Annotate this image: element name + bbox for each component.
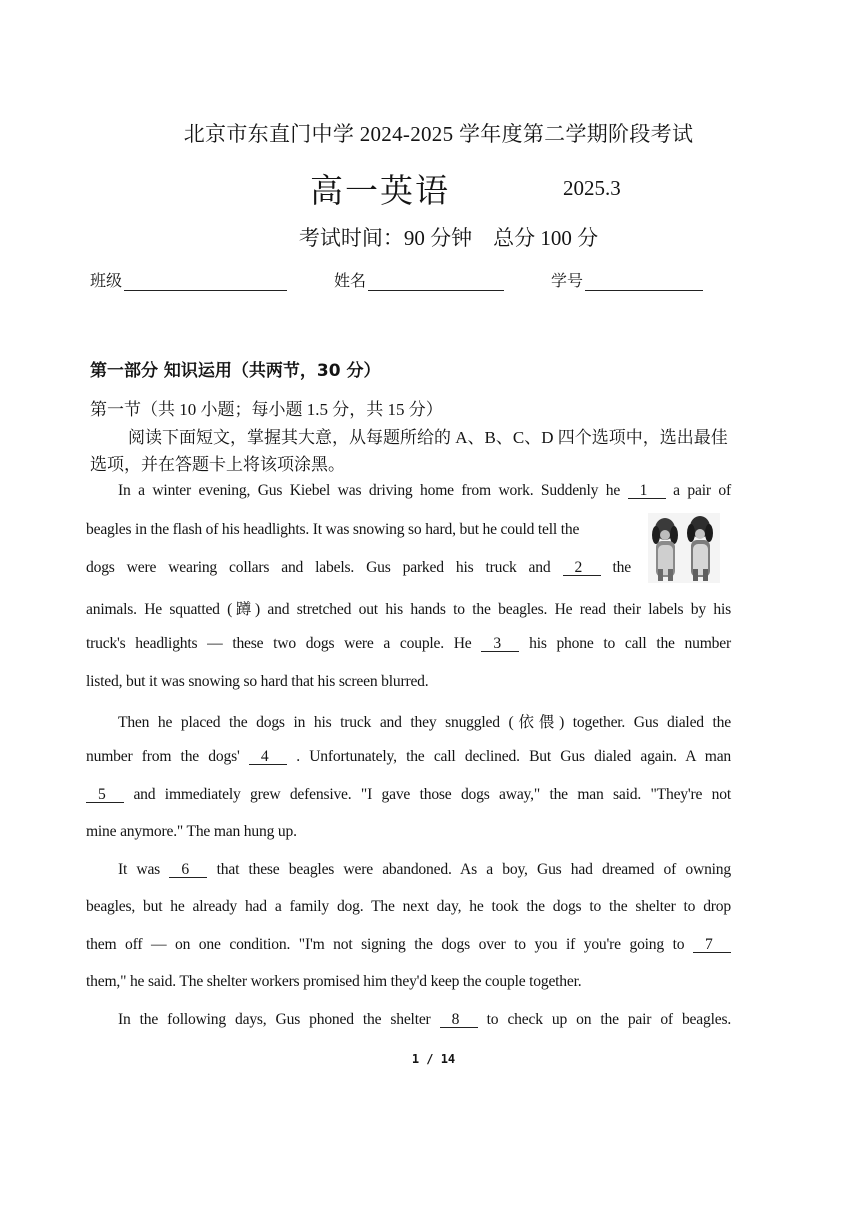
class-blank [124, 274, 287, 291]
class-label: 班级 [90, 273, 123, 290]
school-exam-title: 北京市东直门中学 2024-2025 学年度第二学期阶段考试 [183, 122, 694, 146]
blank-4: 4 [249, 749, 287, 765]
passage-line: them," he said. The shelter workers promised him they'd keep the couple together. [86, 973, 582, 990]
name-label: 姓名 [334, 273, 367, 290]
blank-7: 7 [693, 937, 731, 953]
passage-line: beagles, but he already had a family dog. The next day, he took the dogs to the shelter to drop [86, 898, 731, 915]
student-id-blank [585, 274, 703, 291]
page-number: 1 / 14 [411, 1052, 456, 1066]
passage-line: In a winter evening, Gus Kiebel was driving home from work. Suddenly he 1 a pair of [118, 482, 731, 499]
passage-line: truck's headlights — these two dogs were a couple. He 3 his phone to call the number [86, 635, 731, 652]
name-field [334, 268, 504, 291]
passage-line: number from the dogs' 4 . Unfortunately, the call declined. But Gus dialed again. A man [86, 748, 732, 765]
blank-1: 1 [628, 483, 666, 499]
blank-5: 5 [86, 787, 124, 803]
section-one-heading: 第一节（共 10 小题；每小题 1.5 分，共 15 分） [90, 400, 443, 419]
blank-8: 8 [440, 1012, 478, 1028]
passage-line: listed, but it was snowing so hard that his screen blurred. [86, 673, 429, 690]
subject-title: 高一英语 [310, 174, 450, 210]
passage-line: them off — on one condition. "I'm not signing the dogs over to you if you're going to 7 [86, 936, 731, 954]
part-one-heading: 第一部分 知识运用（共两节，30 分） [90, 361, 381, 381]
passage-line: It was 6 that these beagles were abandoned. As a boy, Gus had dreamed of owning [118, 861, 731, 878]
student-id-label: 学号 [551, 273, 584, 290]
passage-line: dogs were wearing collars and labels. Gus parked his truck and 2 the [86, 559, 631, 576]
name-blank [368, 274, 504, 291]
passage-line: mine anymore." The man hung up. [86, 823, 297, 840]
passage-line: beagles in the flash of his headlights. It was snowing so hard, but he could tell the [86, 521, 580, 538]
passage-line: animals. He squatted (蹲) and stretched out his hands to the beagles. He read their labels by his [86, 601, 731, 618]
reading-instructions: 阅读下面短文，掌握其大意，从每题所给的 A、B、C、D 四个选项中，选出最佳选项，并在答题卡上将该项涂黑。 [90, 428, 728, 474]
passage-line: In the following days, Gus phoned the shelter 8 to check up on the pair of beagles. [118, 1011, 732, 1028]
student-id-field [551, 268, 703, 291]
class-field [90, 268, 287, 291]
passage-line: Then he placed the dogs in his truck and they snuggled (依偎) together. Gus dialed the [118, 714, 731, 731]
exam-time-and-score: 考试时间：90 分钟 总分 100 分 [298, 226, 599, 250]
blank-2: 2 [563, 560, 601, 576]
blank-6: 6 [169, 862, 207, 878]
passage-line: 5 and immediately grew defensive. "I gave those dogs away," the man said. "They're not [86, 786, 731, 804]
exam-date: 2025.3 [563, 176, 621, 200]
beagles-image [648, 513, 720, 583]
blank-3: 3 [481, 636, 519, 652]
